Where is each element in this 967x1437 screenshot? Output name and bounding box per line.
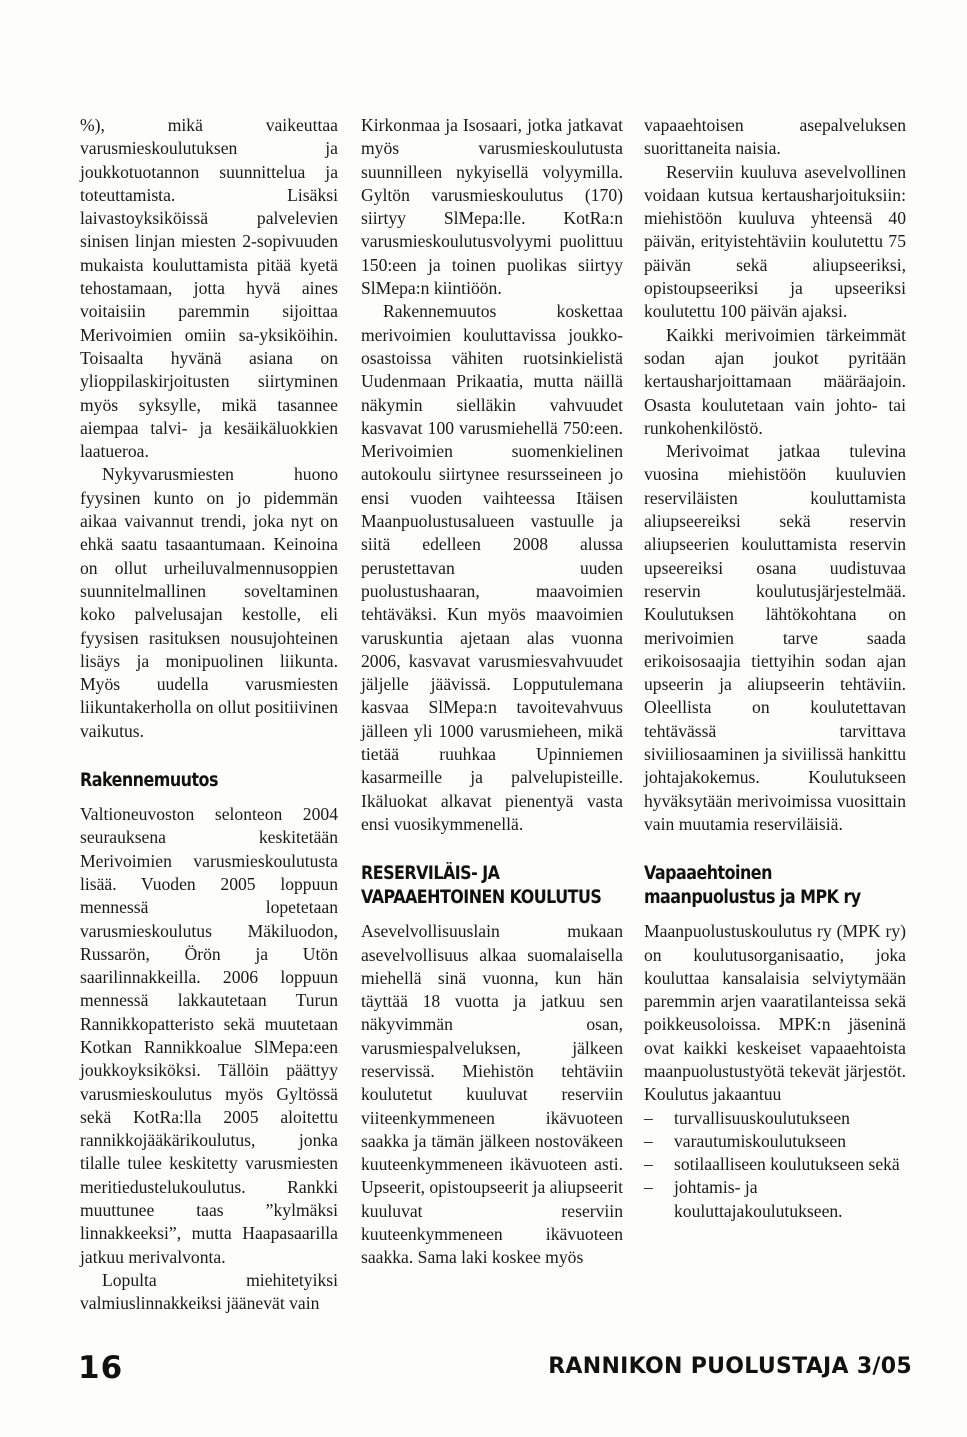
body-paragraph: vapaaehtoisen asepalveluksen suorittaneita naisia. xyxy=(644,115,906,159)
body-paragraph: Maanpuolustuskoulutus ry (MPK ry) on koulutusorganisaatio, joka kouluttaa kansalaisia selviytymään paremmin arjen vaaratilanteissa sekä poikkeusoloissa. MPK:n jäseninä ovat kaikki keskeiset vapaaehtoista maanpuolustustyötä tekevät järjestöt. Koulutus jakaantuu xyxy=(644,921,906,1105)
body-paragraph: Rakennemuutos koskettaa merivoimien kouluttavissa joukko-osastoissa vähiten ruotsinkielistä Uudenmaan Prikaatia, mutta näillä näkymin sielläkin vahvuudet kasvavat 100 varusmiehellä 750:een. Merivoimien suomenkielinen autokoulu siirtynee resursseineen jo ensi vuoden vaihteessa Itäisen Maanpuolustusalueen vastuulle ja siitä edelleen 2008 alussa perustettavan uuden puolustushaaran, maavoimien tehtäväksi. Kun myös maavoimien varuskuntia ajetaan alas vuonna 2006, kasvavat varusmiesvahvuudet jäljelle jäävissä. Lopputulemana kasvaa SlMepa:n tavoitevahvuus jälleen yli 1000 varusmieheen, mikä tietää ruuhkaa Upinniemen kasarmeille ja palvelupisteille. Ikäluokat alkavat pienentyä vasta ensi vuosikymmenellä. xyxy=(361,301,623,834)
section-heading-rakennemuutos: Rakennemuutos xyxy=(80,770,218,792)
body-paragraph: %), mikä vaikeuttaa varusmieskoulutuksen ja joukkotuotannon suunnittelua ja toteuttamista. Lisäksi laivastoyksiköissä palvelevien sinisen linjan miesten 2-sopivuuden mukaista kouluttamista pitää kyetä tehostamaan, jotta hyvä aines voitaisiin paremmin sijoittaa Merivoimien omiin sa-yksiköihin. Toisaalta hyvänä asiana on ylioppilaskirjoitusten siirtyminen myös syksylle, mikä tasannee aiempaa talvi- ja kesäikäluokkien laatueroa. xyxy=(80,115,338,462)
heading-line: RESERVILÄIS- JA xyxy=(361,863,500,885)
body-paragraph: Merivoimat jatkaa tulevina vuosina miehistöön kuuluvien reserviläisten kouluttamista aliupseereiksi sekä reservin aliupseerien kouluttamista reservin upseereiksi osana uudistuvaa reservin koulutusjärjestelmää. Koulutuksen lähtökohtana on merivoimien tarve saada erikoisosaajia tiettyihin sodan ajan upseerin ja aliupseerin tehtäviin. Oleellista on koulutettavan tehtävässä tarvittava siviiliosaaminen ja siviilissä hankittu johtajakokemus. Koulutukseen hyväksytään merivoimissa vuosittain vain muutamia reserviläisiä. xyxy=(644,441,906,834)
list-item: – varautumiskoulutukseen xyxy=(644,1130,906,1153)
list-item: – turvallisuuskoulutukseen xyxy=(644,1107,906,1130)
body-paragraph: Lopulta miehitetyiksi valmiuslinnakkeiksi jäänevät vain xyxy=(80,1269,338,1314)
section-heading-reservilais xyxy=(361,862,622,910)
column-1 xyxy=(80,114,338,1316)
heading-line: Vapaaehtoinen xyxy=(644,863,772,885)
magazine-title: RANNIKON PUOLUSTAJA 3/05 xyxy=(548,1354,912,1379)
body-paragraph: Kaikki merivoimien tärkeimmät sodan ajan joukot pyritään kertausharjoittamaan määräajoin. Osasta koulutetaan vain johto- tai runkohenkilöstö. xyxy=(644,324,906,438)
body-paragraph: Kirkonmaa ja Isosaari, jotka jatkavat myös varusmieskoulutusta suunnilleen nykyisellä volyymilla. Gyltön varusmieskoulutus (170) siirtyy SlMepa:lle. KotRa:n varusmieskoulutusvolyymi puolittuu 150:een ja toinen puolikas siirtyy SlMepa:n kiintiöön. xyxy=(361,115,623,299)
column-2 xyxy=(361,114,623,1270)
section-heading-vapaaehtoinen xyxy=(644,862,905,910)
body-paragraph: Asevelvollisuuslain mukaan asevelvollisuus alkaa suomalaisella miehellä sinä vuonna, kun hän täyttää 18 vuotta ja jatkuu sen näkyvimmän osan, varusmiespalveluksen, jälkeen reservissä. Miehistön tehtäviin koulutetut kuuluvat reserviin viiteenkymmeneen ikävuoteen saakka ja tämän jälkeen nostoväkeen kuuteenkymmeneen ikävuoteen asti. Upseerit, opistoupseerit ja aliupseerit kuuluvat reserviin kuuteenkymmeneen ikävuoteen saakka. Sama laki koskee myös xyxy=(361,921,623,1268)
page-number: 16 xyxy=(78,1350,124,1386)
list-item: – johtamis- ja kouluttajakoulutukseen. xyxy=(644,1176,906,1223)
list-item: – sotilaalliseen koulutukseen sekä xyxy=(644,1153,906,1176)
body-paragraph: Nykyvarusmiesten huono fyysinen kunto on jo pidemmän aikaa vaivannut trendi, joka nyt on ehkä saatu tasaantumaan. Keinoina on ollut urheiluvalmennusoppien suunnitelmallinen soveltaminen koko palvelusajan kestolle, eli fyysisen rasituksen nousujohteinen lisäys ja monipuolinen liikunta. Myös uudella varusmiesten liikuntakerholla on ollut positiivinen vaikutus. xyxy=(80,464,338,741)
training-list xyxy=(644,1107,906,1223)
body-paragraph: Reserviin kuuluva asevelvollinen voidaan kutsua kertausharjoituksiin: miehistöön kuuluva yhteensä 40 päivän, erityistehtäviin koulutettu 75 päivän sekä aliupseeriksi, opistoupseeriksi ja upseeriksi koulutettu 100 päivän ajaksi. xyxy=(644,161,906,322)
heading-line: VAPAAEHTOINEN KOULUTUS xyxy=(361,887,602,909)
body-paragraph: Valtioneuvoston selonteon 2004 seurauksena keskitetään Merivoimien varusmieskoulutusta lisää. Vuoden 2005 loppuun mennessä lopetetaan varusmieskoulutus Mäkiluodon, Russarön, Örön ja Utön saarilinnakkeilla. 2006 loppuun mennessä lakkautetaan Turun Rannikkopatteristo sekä muutetaan Kotkan Rannikkoalue SlMepa:een joukkoyksiköksi. Tällöin päättyy varusmieskoulutus myös Gyltössä sekä KotRa:lla 2005 aloitettu rannikkojääkärikoulutus, jonka tilalle tulee keskitetty varusmiesten meritiedustelukoulutus. Rankki muuttunee taas ”kylmäksi linnakkeeksi”, mutta Haapasaarilla jatkuu merivalvonta. xyxy=(80,804,338,1267)
page-footer xyxy=(78,1350,912,1384)
column-3 xyxy=(644,114,906,1223)
heading-line: maanpuolustus ja MPK ry xyxy=(644,887,861,909)
